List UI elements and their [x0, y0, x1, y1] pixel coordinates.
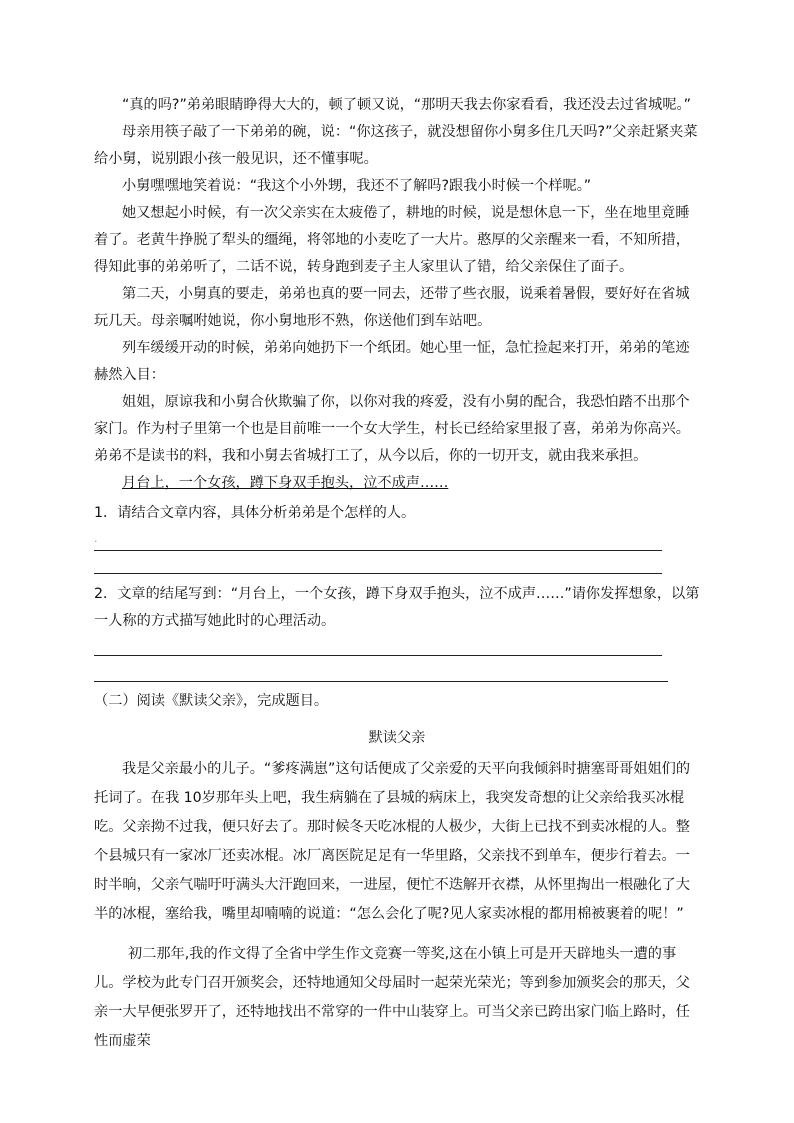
article-title: 默读父亲: [368, 730, 426, 746]
ending-line: [94, 470, 700, 497]
article-paragraph: 我是父亲最小的儿子。“爹疼满崽”这句话便成了父亲爱的天平向我倾斜时搪塞哥哥姐姐们的托词了。在我 10岁那年头上吧，我生病躺在了县城的病床上，我突发奇想的让父亲给我买冰棍吃。父亲拗不过我，便只好去了。那时候冬天吃冰棍的人极少，大街上已找不到卖冰棍的人。整个县城只有一家冰厂还卖冰棍。冰厂离医院足足有一华里路，父亲找不到单车，便步行着去。一时半晌，父亲气喘吁吁满头大汗跑回来，一进屋，便忙不迭解开衣襟，从怀里掏出一根融化了大半的冰棍，塞给我，嘴里却喃喃的说道：“怎么会化了呢?见人家卖冰棍的都用棉被裹着的呢！”: [94, 761, 691, 922]
paragraph: 小舅嘿嘿地笑着说：“我这个小外甥，我还不了解吗?跟我小时候一个样呢。”: [122, 178, 592, 194]
letter-paragraph: 姐姐，原谅我和小舅合伙欺骗了你，以你对我的疼爱，没有小舅的配合，我恐怕踏不出那个家门。作为村子里第一个也是目前唯一一个女大学生，村长已经给家里报了喜，弟弟为你高兴。弟弟不是读书的料，我和小舅去省城打工了，从今以后，你的一切开支，就由我来承担。: [94, 394, 690, 464]
paragraph: 第二天，小舅真的要走，弟弟也真的要一同去，还带了些衣服，说乘着暑假，要好好在省城玩几天。母亲嘱咐她说，你小舅地形不熟，你送他们到车站吧。: [94, 286, 690, 329]
paragraph: 母亲用筷子敲了一下弟弟的碗，说：“你这孩子，就没想留你小舅多住几天吗?”父亲赶紧夹菜给小舅，说别跟小孩一般见识，还不懂事呢。: [94, 124, 698, 167]
question-2: 2．文章的结尾写到：“月台上，一个女孩，蹲下身双手抱头，泣不成声……”请你发挥想象，以第一人称的方式描写她此时的心理活动。: [94, 586, 700, 629]
answer-line-3[interactable]: [94, 655, 662, 656]
paragraph: 她又想起小时候，有一次父亲实在太疲倦了，耕地的时候，说是想休息一下，坐在地里竟睡着了。老黄牛挣脱了犁头的缰绳，将邻地的小麦吃了一大片。憨厚的父亲醒来一看，不知所措，得知此事的弟弟听了，二话不说，转身跑到麦子主人家里认了错，给父亲保住了面子。: [94, 205, 690, 275]
cursor-mark: .: [94, 532, 98, 545]
article-paragraph: 初二那年,我的作文得了全省中学生作文竞赛一等奖,这在小镇上可是开天辟地头一遭的事儿。学校为此专门召开颁奖会，还特地通知父母届时一起荣光荣光；等到参加颁奖会的那天，父亲一大早便张罗开了，还特地找出不常穿的一件中山装穿上。可当父亲已跨出家门临上路时，任性而虚荣: [94, 946, 690, 1049]
section-heading: （二）阅读《默读父亲》，完成题目。: [94, 693, 329, 709]
answer-line-1[interactable]: [94, 550, 662, 551]
paragraph: “真的吗?”弟弟眼睛睁得大大的，顿了顿又说，“那明天我去你家看看，我还没去过省城呢。”: [122, 97, 691, 113]
paragraph: 列车缓缓开动的时候，弟弟向她扔下一个纸团。她心里一怔，急忙捡起来打开，弟弟的笔迹赫然入目：: [94, 340, 690, 383]
question-1: 1．请结合文章内容，具体分析弟弟是个怎样的人。: [94, 505, 416, 521]
answer-line-2[interactable]: [94, 573, 662, 574]
answer-line-4[interactable]: [94, 681, 668, 682]
ending-underlined: 月台上，一个女孩，蹲下身双手抱头，泣不成声……: [122, 475, 449, 491]
